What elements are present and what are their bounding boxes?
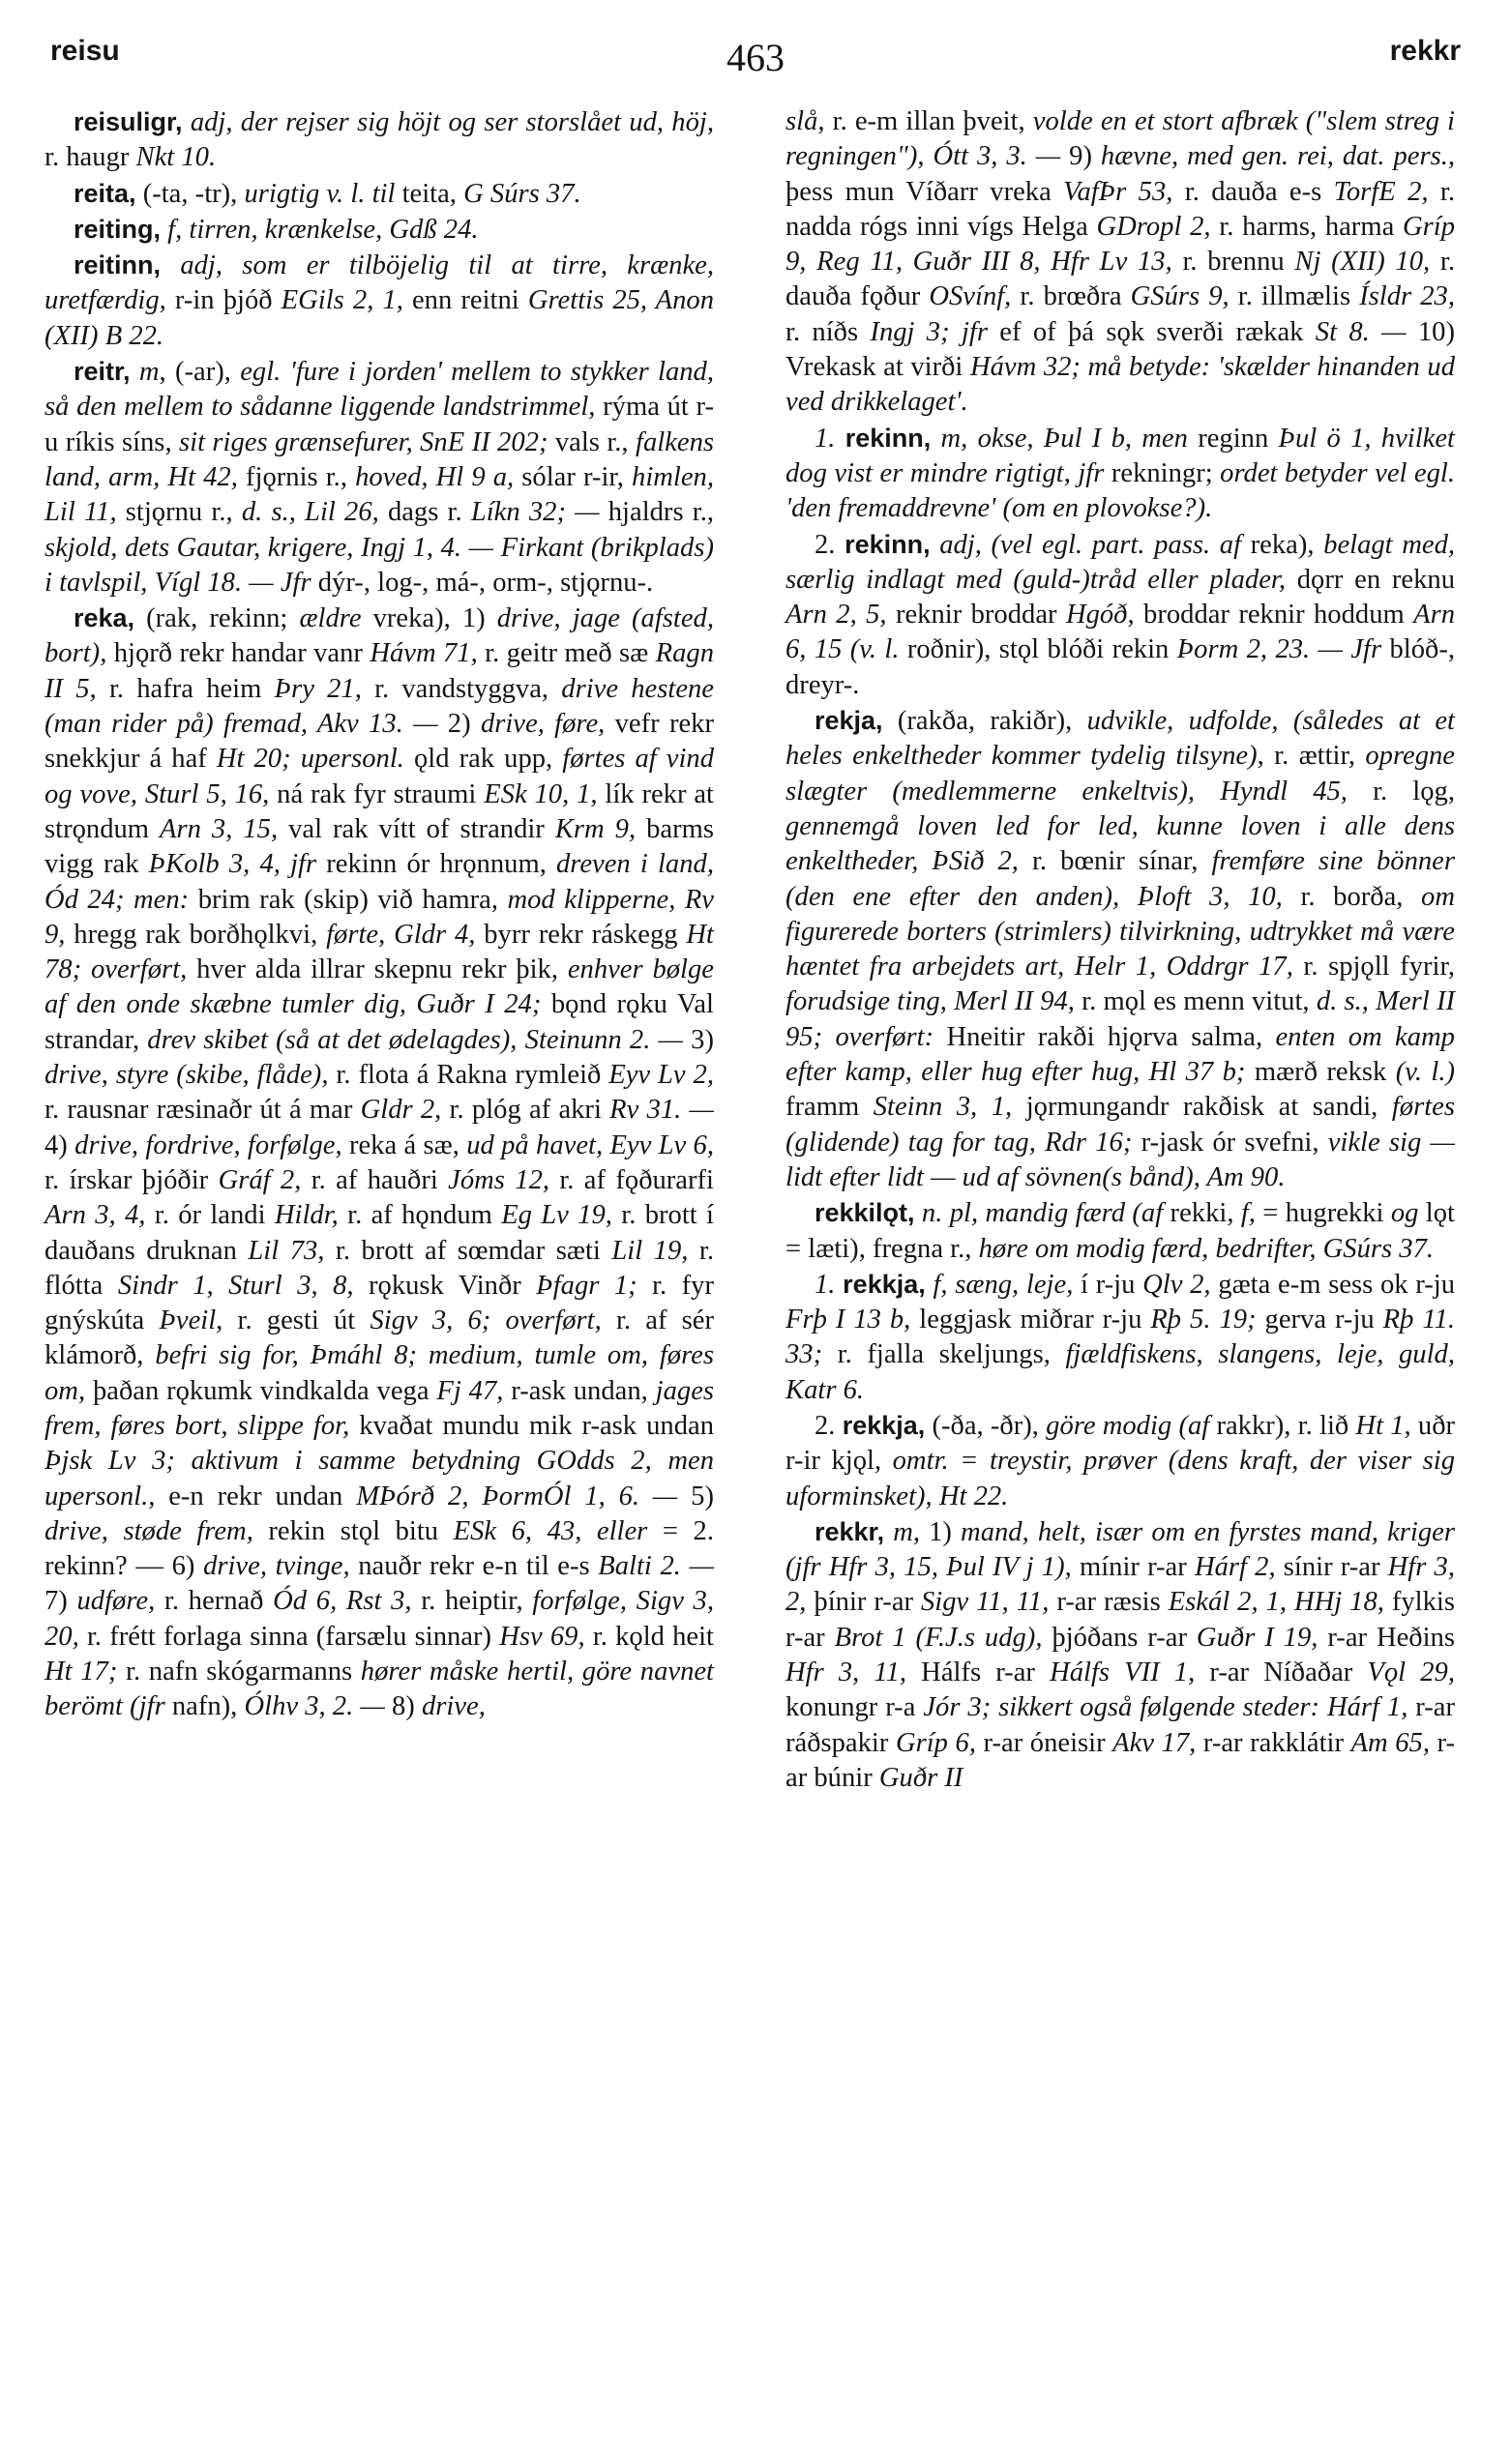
entry-text: r. af fǫðurarfi — [549, 1164, 714, 1195]
entry-text: r. dauða fǫður — [785, 247, 1456, 312]
italic-text: 1. — [815, 423, 845, 454]
entry-text: þaðan rǫkumk vindkalda vega — [85, 1375, 437, 1406]
italic-text: Nj (XII) 10, — [1294, 247, 1431, 278]
entry-text: r. heiptir, — [411, 1586, 533, 1617]
italic-text: Ingj 3; jfr — [870, 316, 988, 347]
entry-text: ná rak fyr straumi — [269, 778, 485, 809]
italic-text: høre om modig færd, bedrifter, GSúrs 37. — [978, 1233, 1435, 1264]
italic-text: drive, tvinge, — [203, 1551, 350, 1582]
italic-text: førtes af vind og vove, Sturl 5, 16, — [44, 744, 714, 809]
entry-text: r. frétt forlaga sinna (farsælu sinnar) — [78, 1621, 500, 1652]
entry-text: mærð reksk — [1245, 1057, 1396, 1088]
italic-text: 1. — [815, 1269, 844, 1300]
italic-text: Ht 78; overført, — [44, 919, 714, 985]
entry-text: dýr-, log-, má-, orm-, stjǫrnu-. — [311, 567, 654, 598]
entry-text: reka á sæ, — [341, 1129, 467, 1160]
entry-text: r. geitr með sæ — [477, 638, 656, 669]
entry-text: kvaðat mundu mik r-ask undan — [349, 1410, 714, 1441]
entry-text: konungr r-a — [785, 1692, 924, 1723]
entry-text: rekningr; — [1104, 457, 1221, 488]
entry-text: r-ar ráðspakir — [785, 1692, 1455, 1758]
italic-text: Þveil, — [159, 1305, 223, 1336]
entry-text: brim rak (skip) við hamra, — [189, 884, 508, 915]
italic-text: ÞKolb 3, 4, jfr — [148, 849, 317, 880]
entry-text: bǫnd rǫku Val strandar, — [44, 989, 714, 1055]
dictionary-entry — [44, 212, 714, 248]
italic-text: Þjsk Lv 3; aktivum i samme betydning GOdds 2, men upersonl., — [44, 1446, 714, 1511]
entry-text: r. vandstyggva, — [361, 673, 562, 704]
italic-text: Am 65, — [1350, 1727, 1430, 1758]
italic-text: Sindr 1, Sturl 3, 8, — [117, 1270, 354, 1301]
entry-text: rekki, — [1163, 1198, 1241, 1229]
italic-text: førte, Gldr 4, — [326, 919, 476, 950]
entry-text: hregg rak borðhǫlkvi, — [65, 919, 327, 950]
italic-text: Eyv Lv 2, — [608, 1060, 715, 1091]
italic-text: hører måske hertil, göre navnet berömt (jfr — [44, 1657, 714, 1722]
italic-text: udvikle, udfolde, (således at et heles enkeltheder kommer tydelig tilsyne), — [785, 706, 1455, 772]
entry-text: vefr rekr snekkjur á haf — [44, 709, 714, 775]
entry-text: r-ar óneisir — [975, 1727, 1113, 1758]
italic-text: vikle sig — lidt efter lidt — ud af sövnen(s bånd), Am 90. — [785, 1127, 1455, 1192]
italic-text: Vǫl 29, — [1367, 1657, 1455, 1688]
dictionary-entry — [785, 1408, 1455, 1514]
italic-text: Hávm 32; må betyde: 'skælder hinanden ud ved drikkelaget'. — [785, 352, 1455, 418]
entry-text: sólar r-ir, — [514, 461, 633, 492]
entry-text: r. rausnar ræsinaðr út á mar — [44, 1095, 361, 1126]
headword: reitr, — [74, 357, 131, 387]
italic-text: EGils 2, 1, — [281, 285, 403, 316]
italic-text: Hgóð, — [1065, 600, 1135, 631]
italic-text: OSvínf, — [929, 281, 1012, 312]
left-running-headword: reisu — [50, 35, 120, 67]
italic-text: Gldr 2, — [360, 1095, 442, 1126]
italic-text: Eg Lv 19, — [501, 1200, 612, 1231]
italic-text: førtes (glidende) tag for tag, Rdr 16; — [785, 1092, 1455, 1158]
italic-text: Ht 20; upersonl. — [216, 744, 404, 775]
italic-text: Hfr 3, 2, — [785, 1552, 1455, 1618]
italic-text: GDropl 2, — [1096, 211, 1211, 242]
italic-text: drive hestene (man rider på) fremad, Akv 13. — — [44, 673, 714, 740]
italic-text: Arn 3, 4, — [44, 1200, 146, 1231]
italic-text: Hildr, — [274, 1200, 339, 1231]
entry-text: vreka), 1) — [361, 603, 497, 634]
italic-text: udføre, — [76, 1586, 156, 1617]
entry-text: = hugrekki — [1255, 1198, 1391, 1229]
italic-text: Arn 6, 15 (v. l. — [785, 600, 1456, 665]
right-running-headword: rekkr — [1389, 35, 1461, 67]
entry-text: r. bœnir sínar, — [1018, 846, 1212, 877]
entry-text: lǫt = læti), fregna r., — [785, 1198, 1455, 1264]
italic-text: GSúrs 9, — [1130, 281, 1230, 312]
entry-text: rekinn ór hrǫnnum, — [316, 849, 556, 880]
entry-text: hjaldrs r., — [599, 497, 715, 528]
entry-text: þess mun Víðarr vreka — [785, 176, 1064, 207]
italic-text: d. s., Lil 26, — [241, 497, 379, 528]
entry-text: stjǫrnu r., — [116, 497, 242, 528]
entry-text: reginn — [1187, 423, 1279, 454]
headword: rekkr, — [815, 1516, 885, 1546]
entry-text: e-n rekr undan — [155, 1481, 357, 1511]
entry-text: r. fyr gnýskúta — [44, 1270, 714, 1336]
entry-text: þjóðans r-ar — [1042, 1622, 1197, 1653]
entry-text: 9) — [1060, 141, 1101, 172]
italic-text: om figurerede borters (strimlers) tilvirkning, udtrykket må være hæntet fra arbejdets art, Helr 1, Oddrgr 17, — [785, 881, 1455, 983]
italic-text: Hfr 3, 11, — [785, 1657, 907, 1688]
italic-text: Hálfs VII 1, — [1050, 1657, 1196, 1688]
italic-text: Fj 47, — [436, 1375, 504, 1406]
entry-text: byrr rekr ráskegg — [475, 919, 687, 950]
entry-text: r. harms, harma — [1210, 211, 1403, 242]
italic-text: TorfE 2, — [1333, 176, 1429, 207]
italic-text: Gríp 9, Reg 11, Guðr III 8, Hfr Lv 13, — [785, 211, 1455, 278]
entry-text: r. flota á Rakna rymleið — [328, 1060, 609, 1091]
italic-text: Rþ 5. 19; — [1150, 1305, 1257, 1335]
entry-text: rekin stǫl bitu — [252, 1515, 454, 1546]
entry-text: val rak vítt of strandir — [278, 813, 555, 844]
headword: reiting, — [74, 214, 162, 244]
entry-text: leggjask miðrar r-ju — [910, 1305, 1151, 1335]
italic-text: G Súrs 37. — [463, 178, 581, 209]
italic-text: Þfagr 1; — [536, 1270, 637, 1301]
entry-text: dǫrr en reknu — [1286, 564, 1455, 595]
italic-text: Qlv 2, — [1142, 1269, 1211, 1300]
entry-text: reknir broddar — [886, 600, 1066, 631]
italic-text: Gráf 2, — [218, 1164, 302, 1195]
italic-text: Sigv 11, 11, — [921, 1587, 1050, 1618]
dictionary-entry — [785, 703, 1455, 1195]
italic-text: Steinn 3, 1, — [873, 1092, 1013, 1123]
italic-text: Þul ö 1, hvilket dog vist er mindre rigtigt, jfr — [785, 423, 1455, 488]
italic-text: Brot 1 (F.J.s udg), — [834, 1622, 1043, 1653]
entry-text: r. e-m illan þveit, — [824, 106, 1033, 136]
italic-text: Þorm 2, 23. — Jfr — [1176, 634, 1382, 665]
italic-text: forudsige ting, Merl II 94, — [785, 986, 1075, 1017]
entry-text: r. spjǫll fyrir, — [1292, 952, 1455, 983]
headword: rekkja, — [843, 1269, 926, 1299]
italic-text: Rv 31. — — [609, 1095, 714, 1126]
headword: reitinn, — [74, 250, 162, 280]
entry-text: gæta e-m sess ok r-ju — [1210, 1269, 1455, 1300]
italic-text: Balti 2. — — [598, 1551, 715, 1582]
italic-text: Þry 21, — [274, 673, 362, 704]
italic-text: hoved, Hl 9 a, — [355, 461, 515, 492]
entry-text: jǫrmungandr rakðisk at sandi, — [1012, 1092, 1392, 1123]
italic-text: hævne, med gen. rei, dat. pers., — [1100, 141, 1455, 172]
italic-text: forfølge, Sigv 3, 20, — [44, 1586, 715, 1652]
italic-text: göre modig (af — [1046, 1410, 1210, 1441]
italic-text: og — [1390, 1198, 1419, 1229]
italic-text: Arn 3, 15, — [160, 813, 279, 844]
entry-text: vals r., — [548, 426, 636, 457]
entry-text: r-ar Níðaðar — [1195, 1657, 1368, 1688]
entry-text: hjǫrð rekr handar vanr — [106, 638, 370, 669]
italic-text: Sigv 3, 6; overført, — [370, 1305, 602, 1336]
dictionary-entry-continuation — [785, 104, 1455, 421]
entry-text: blóð-, dreyr-. — [785, 634, 1455, 700]
entry-text: r. flótta — [44, 1235, 714, 1301]
entry-text: nafn), — [164, 1691, 245, 1722]
entry-text: r-jask ór svefni, — [1132, 1127, 1328, 1158]
entry-text: barms vigg rak — [44, 813, 715, 880]
entry-text: r. plóg af akri — [441, 1095, 610, 1126]
italic-text: Ód 6, Rst 3, — [273, 1586, 412, 1617]
italic-text: Lil 19, — [611, 1235, 689, 1266]
dictionary-entry — [785, 527, 1455, 703]
headword: reita, — [74, 178, 136, 208]
italic-text: opregne slægter (medlemmerne enkeltvis), Hyndl 45, — [785, 741, 1455, 807]
italic-text: drive, fordrive, forfølge, — [74, 1129, 342, 1160]
italic-text: Lil 73, — [248, 1235, 325, 1266]
italic-text: Jór 3; sikkert også følgende steder: Hárf 1, — [923, 1692, 1408, 1723]
entry-text: r. mǫl es menn vitut, — [1074, 986, 1317, 1017]
headword: rekkilǫt, — [815, 1198, 915, 1228]
entry-text: 8) — [384, 1691, 422, 1722]
entry-text: r. fjalla skeljungs, — [822, 1339, 1066, 1370]
entry-text: r. brott í dauðans druknan — [44, 1200, 714, 1266]
entry-text: fjǫrnis r., — [237, 461, 356, 492]
italic-text: Nkt 10. — [135, 142, 217, 173]
italic-text: Arn 2, 5, — [785, 600, 887, 631]
entry-text: gerva r-ju — [1256, 1305, 1383, 1335]
dictionary-entry — [785, 1195, 1455, 1267]
entry-text: þínir r-ar — [806, 1587, 921, 1618]
headword: rekkja, — [842, 1410, 926, 1440]
page-number: 463 — [726, 36, 785, 79]
italic-text: drive, jage (afsted, bort), — [44, 603, 714, 669]
entry-text: framm — [785, 1092, 874, 1123]
entry-text: rǫkusk Vinðr — [353, 1270, 537, 1301]
entry-text: 5) — [677, 1481, 714, 1511]
entry-text: rakkr), r. lið — [1209, 1410, 1356, 1441]
entry-text: sínir r-ar — [1275, 1552, 1388, 1583]
entry-text: Hneitir rakði hjǫrva salma, — [933, 1021, 1276, 1052]
italic-text: f, sæng, leje, — [925, 1269, 1074, 1300]
italic-text: enten om kamp efter kamp, eller hug efter hug, Hl 37 b; — [785, 1021, 1455, 1088]
entry-text: r. kǫld heit — [584, 1621, 714, 1652]
dictionary-entry — [44, 248, 714, 354]
entry-text: nauðr rekr e-n til e-s — [349, 1551, 599, 1582]
entry-text: r-in þjóð — [165, 285, 281, 316]
italic-text: St 8. — — [1315, 316, 1407, 347]
italic-text: himlen, Lil 11, — [44, 461, 714, 528]
italic-text: f, — [1240, 1198, 1256, 1229]
italic-text: Rþ 11. 33; — [785, 1305, 1455, 1370]
entry-text: r. írskar þjóðir — [44, 1164, 219, 1195]
italic-text: Ht 17; — [44, 1657, 118, 1687]
dictionary-entry — [785, 421, 1455, 527]
page-header — [50, 27, 1461, 85]
entry-text: r-ar búnir — [785, 1727, 1455, 1793]
italic-text: ud på havet, Eyv Lv 6, — [466, 1129, 715, 1160]
dictionary-entry — [44, 176, 714, 212]
entry-text: rýma út r-u ríkis síns, — [44, 392, 714, 457]
entry-text: r-ar Heðins — [1318, 1622, 1455, 1653]
italic-text: Guðr II — [878, 1762, 963, 1793]
headword: reisuligr, — [74, 107, 183, 136]
italic-text: drive, føre, — [480, 709, 606, 740]
entry-text: 3) — [682, 1024, 715, 1055]
italic-text: adj, som er tilböjelig til at tirre, krænke, uretfærdig, — [44, 250, 714, 316]
italic-text: adj, der rejser sig höjt og ser storslået ud, höj, — [182, 107, 714, 137]
italic-text: Hárf 2, — [1194, 1552, 1276, 1583]
entry-text: r. borða, — [1282, 881, 1422, 912]
italic-text: Frþ I 13 b, — [785, 1305, 911, 1335]
italic-text: drev skibet (så at det ødelagdes), Steinunn 2. — — [147, 1024, 683, 1055]
entry-text: r. haugr — [44, 142, 136, 173]
entry-text: r. af hǫndum — [338, 1200, 502, 1231]
entry-text: 1) — [929, 1516, 962, 1547]
italic-text: m, — [884, 1516, 930, 1547]
entry-text: uðr r-ir kjǫl, — [785, 1410, 1456, 1477]
right-column — [785, 104, 1455, 1796]
entry-text: roðnir), stǫl blóði rekin — [899, 634, 1177, 665]
italic-text: (v. l.) — [1395, 1057, 1455, 1088]
italic-text: gennemgå loven led for led, kunne loven i alle dens enkeltheder, ÞSið 2, — [785, 810, 1455, 877]
entry-text: r. gesti út — [222, 1305, 370, 1336]
italic-text: Eskál 2, 1, HHj 18, — [1168, 1587, 1384, 1618]
italic-text: Akv 17, — [1112, 1727, 1197, 1758]
entry-text: 2. — [815, 1410, 843, 1441]
dictionary-entry — [44, 354, 714, 601]
headword: rekja, — [815, 706, 883, 736]
entry-text: 4) — [44, 1129, 75, 1160]
italic-text: m, — [130, 357, 175, 388]
italic-text: Jóms 12, — [448, 1164, 550, 1195]
italic-text: ordet betyder vel egl. 'den fremaddrevne' (om en plovokse?). — [785, 457, 1456, 524]
entry-text: r. nafn skógarmanns — [117, 1657, 361, 1687]
entry-text: lík rekr at strǫndum — [44, 778, 714, 844]
italic-text: drive, styre (skibe, flåde), — [44, 1060, 329, 1091]
italic-text: d. s., Merl II 95; overført: — [785, 986, 1455, 1052]
entry-text: reka), — [1241, 529, 1324, 560]
entry-text: r-ar ræsis — [1049, 1587, 1169, 1618]
entry-text: (rak, rekinn; — [134, 603, 300, 634]
italic-text: adj, (vel egl. part. pass. af — [930, 529, 1242, 560]
italic-text: skjold, dets Gautar, krigere, Ingj 1, 4. — Firkant (brikplads) i tavlspil, Vígl 18. — Jfr — [44, 532, 714, 598]
entry-text: r. brott af sœmdar sæti — [324, 1235, 612, 1266]
italic-text: Ht 1, — [1355, 1410, 1411, 1441]
italic-text: VafÞr 53, — [1063, 176, 1173, 207]
italic-text: Ragn II 5, — [44, 638, 714, 704]
italic-text: Ísldr 23, — [1359, 281, 1455, 312]
entry-text: (-ar), — [174, 357, 241, 388]
entry-text: 2. — [815, 529, 845, 560]
entry-text: r. hernað — [155, 1586, 274, 1617]
italic-text: falkens land, arm, Ht 42, — [44, 426, 714, 492]
entry-text: Hálfs r-ar — [906, 1657, 1051, 1688]
entry-text: í r-ju — [1073, 1269, 1143, 1300]
italic-text: urigtig v. l. til — [244, 178, 396, 209]
headword: rekinn, — [844, 423, 932, 453]
italic-text: m, okse, Þul I b, men — [931, 423, 1188, 454]
entry-text: (-ða, -ðr), — [925, 1410, 1047, 1441]
entry-text: broddar reknir hoddum — [1134, 600, 1414, 631]
entry-text: mínir r-ar — [1071, 1552, 1195, 1583]
entry-text: ǫld rak upp, — [403, 744, 563, 775]
entry-text: dags r. — [378, 497, 471, 528]
italic-text: ESk 10, 1, — [484, 778, 598, 809]
italic-text: volde en et stort afbræk ("slem streg i regningen"), Ótt 3, 3. — — [785, 106, 1455, 172]
italic-text: dreven i land, Ód 24; men: — [44, 849, 714, 915]
entry-text: r-ask undan, — [503, 1375, 656, 1406]
entry-text: hver alda illrar skepnu rekr þik, — [187, 954, 568, 985]
entry-text: enn reitni — [402, 285, 528, 316]
entry-text: r. nadda rógs inni vígs Helga — [785, 176, 1455, 242]
entry-text: r. níðs — [785, 316, 871, 347]
italic-text: egl. 'fure i jorden' mellem to stykker land, så den mellem to sådanne liggende landstrimmel, — [44, 357, 714, 423]
entry-text: 10) Vrekask at virði — [785, 316, 1455, 383]
italic-text: slå, — [785, 106, 825, 136]
italic-text: jages frem, føres bort, slippe for, — [44, 1375, 715, 1441]
dictionary-entry — [785, 1514, 1455, 1796]
italic-text: befri sig for, Þmáhl 8; medium, tumle om, føres om, — [44, 1340, 714, 1406]
entry-text: r. af hauðri — [301, 1164, 449, 1195]
italic-text: MÞórð 2, ÞormÓl 1, 6. — — [356, 1481, 678, 1511]
entry-text: r. ættir, — [1263, 741, 1366, 772]
italic-text: omtr. = treystir, prøver (dens kraft, der viser sig uforminsket), Ht 22. — [785, 1446, 1455, 1511]
entry-text: r. illmælis — [1229, 281, 1360, 312]
italic-text: Ólhv 3, 2. — — [244, 1691, 385, 1722]
dictionary-entry — [44, 601, 714, 1725]
italic-text: Líkn 32; — — [470, 497, 600, 528]
italic-text: Krm 9, — [554, 813, 637, 844]
italic-text: Grettis 25, Anon (XII) B 22. — [44, 285, 715, 351]
entry-text: r. af sér klámorð, — [44, 1305, 714, 1371]
entry-text: r. brœðra — [1011, 281, 1131, 312]
entry-text: 7) — [44, 1586, 77, 1617]
italic-text: drive, — [421, 1691, 486, 1722]
entry-text: = 2. rekinn? — 6) — [44, 1515, 714, 1582]
italic-text: Hsv 69, — [499, 1621, 585, 1652]
italic-text: sit riges grænsefurer, SnE II 202; — [179, 426, 548, 457]
entry-text: teita, — [395, 178, 464, 209]
entry-text: r. brennu — [1171, 247, 1295, 278]
dictionary-entry — [785, 1267, 1455, 1408]
italic-text: Hávm 71, — [370, 638, 478, 669]
italic-text: f, tirren, krænkelse, Gdß 24. — [161, 214, 479, 245]
italic-text: ESk 6, 43, eller — [453, 1515, 648, 1546]
entry-text: 2) — [437, 709, 481, 740]
italic-text: mand, helt, især om en fyrstes mand, kriger (jfr Hfr 3, 15, Þul IV j 1), — [785, 1516, 1455, 1583]
entry-text: (rakða, rakiðr), — [882, 706, 1087, 737]
entry-text: r. hafra heim — [96, 673, 275, 704]
entry-text: (-ta, -tr), — [135, 178, 245, 209]
italic-text: Gríp 6, — [895, 1727, 976, 1758]
italic-text: drive, støde frem, — [44, 1515, 253, 1546]
dictionary-entry — [44, 104, 714, 176]
italic-text: mod klipperne, Rv 9, — [44, 884, 714, 950]
entry-text: r. lǫg, — [1347, 776, 1455, 807]
italic-text: fjældfiskens, slangens, leje, guld, Katr 6. — [785, 1339, 1455, 1405]
italic-text: enhver bølge af den onde skæbne tumler dig, Guðr I 24; — [44, 954, 714, 1020]
italic-text: belagt med, særlig indlagt med (guld-)tråd eller plader, — [785, 529, 1456, 595]
entry-text: r. ór landi — [145, 1200, 275, 1231]
entry-text: ef of þá sǫk sverði rækak — [987, 316, 1316, 347]
italic-text: fremføre sine bönner (den ene efter den anden), Þloft 3, 10, — [785, 846, 1455, 912]
italic-text: Guðr I 19, — [1196, 1622, 1318, 1653]
italic-text: ældre — [299, 603, 362, 634]
italic-text: n. pl, mandig færd (af — [914, 1198, 1164, 1229]
entry-text: r-ar rakklátir — [1196, 1727, 1351, 1758]
left-column — [44, 104, 714, 1725]
entry-text: r. dauða e-s — [1172, 176, 1334, 207]
headword: reka, — [74, 603, 135, 633]
entry-text: fylkis r-ar — [785, 1587, 1455, 1653]
headword: rekinn, — [844, 529, 931, 559]
